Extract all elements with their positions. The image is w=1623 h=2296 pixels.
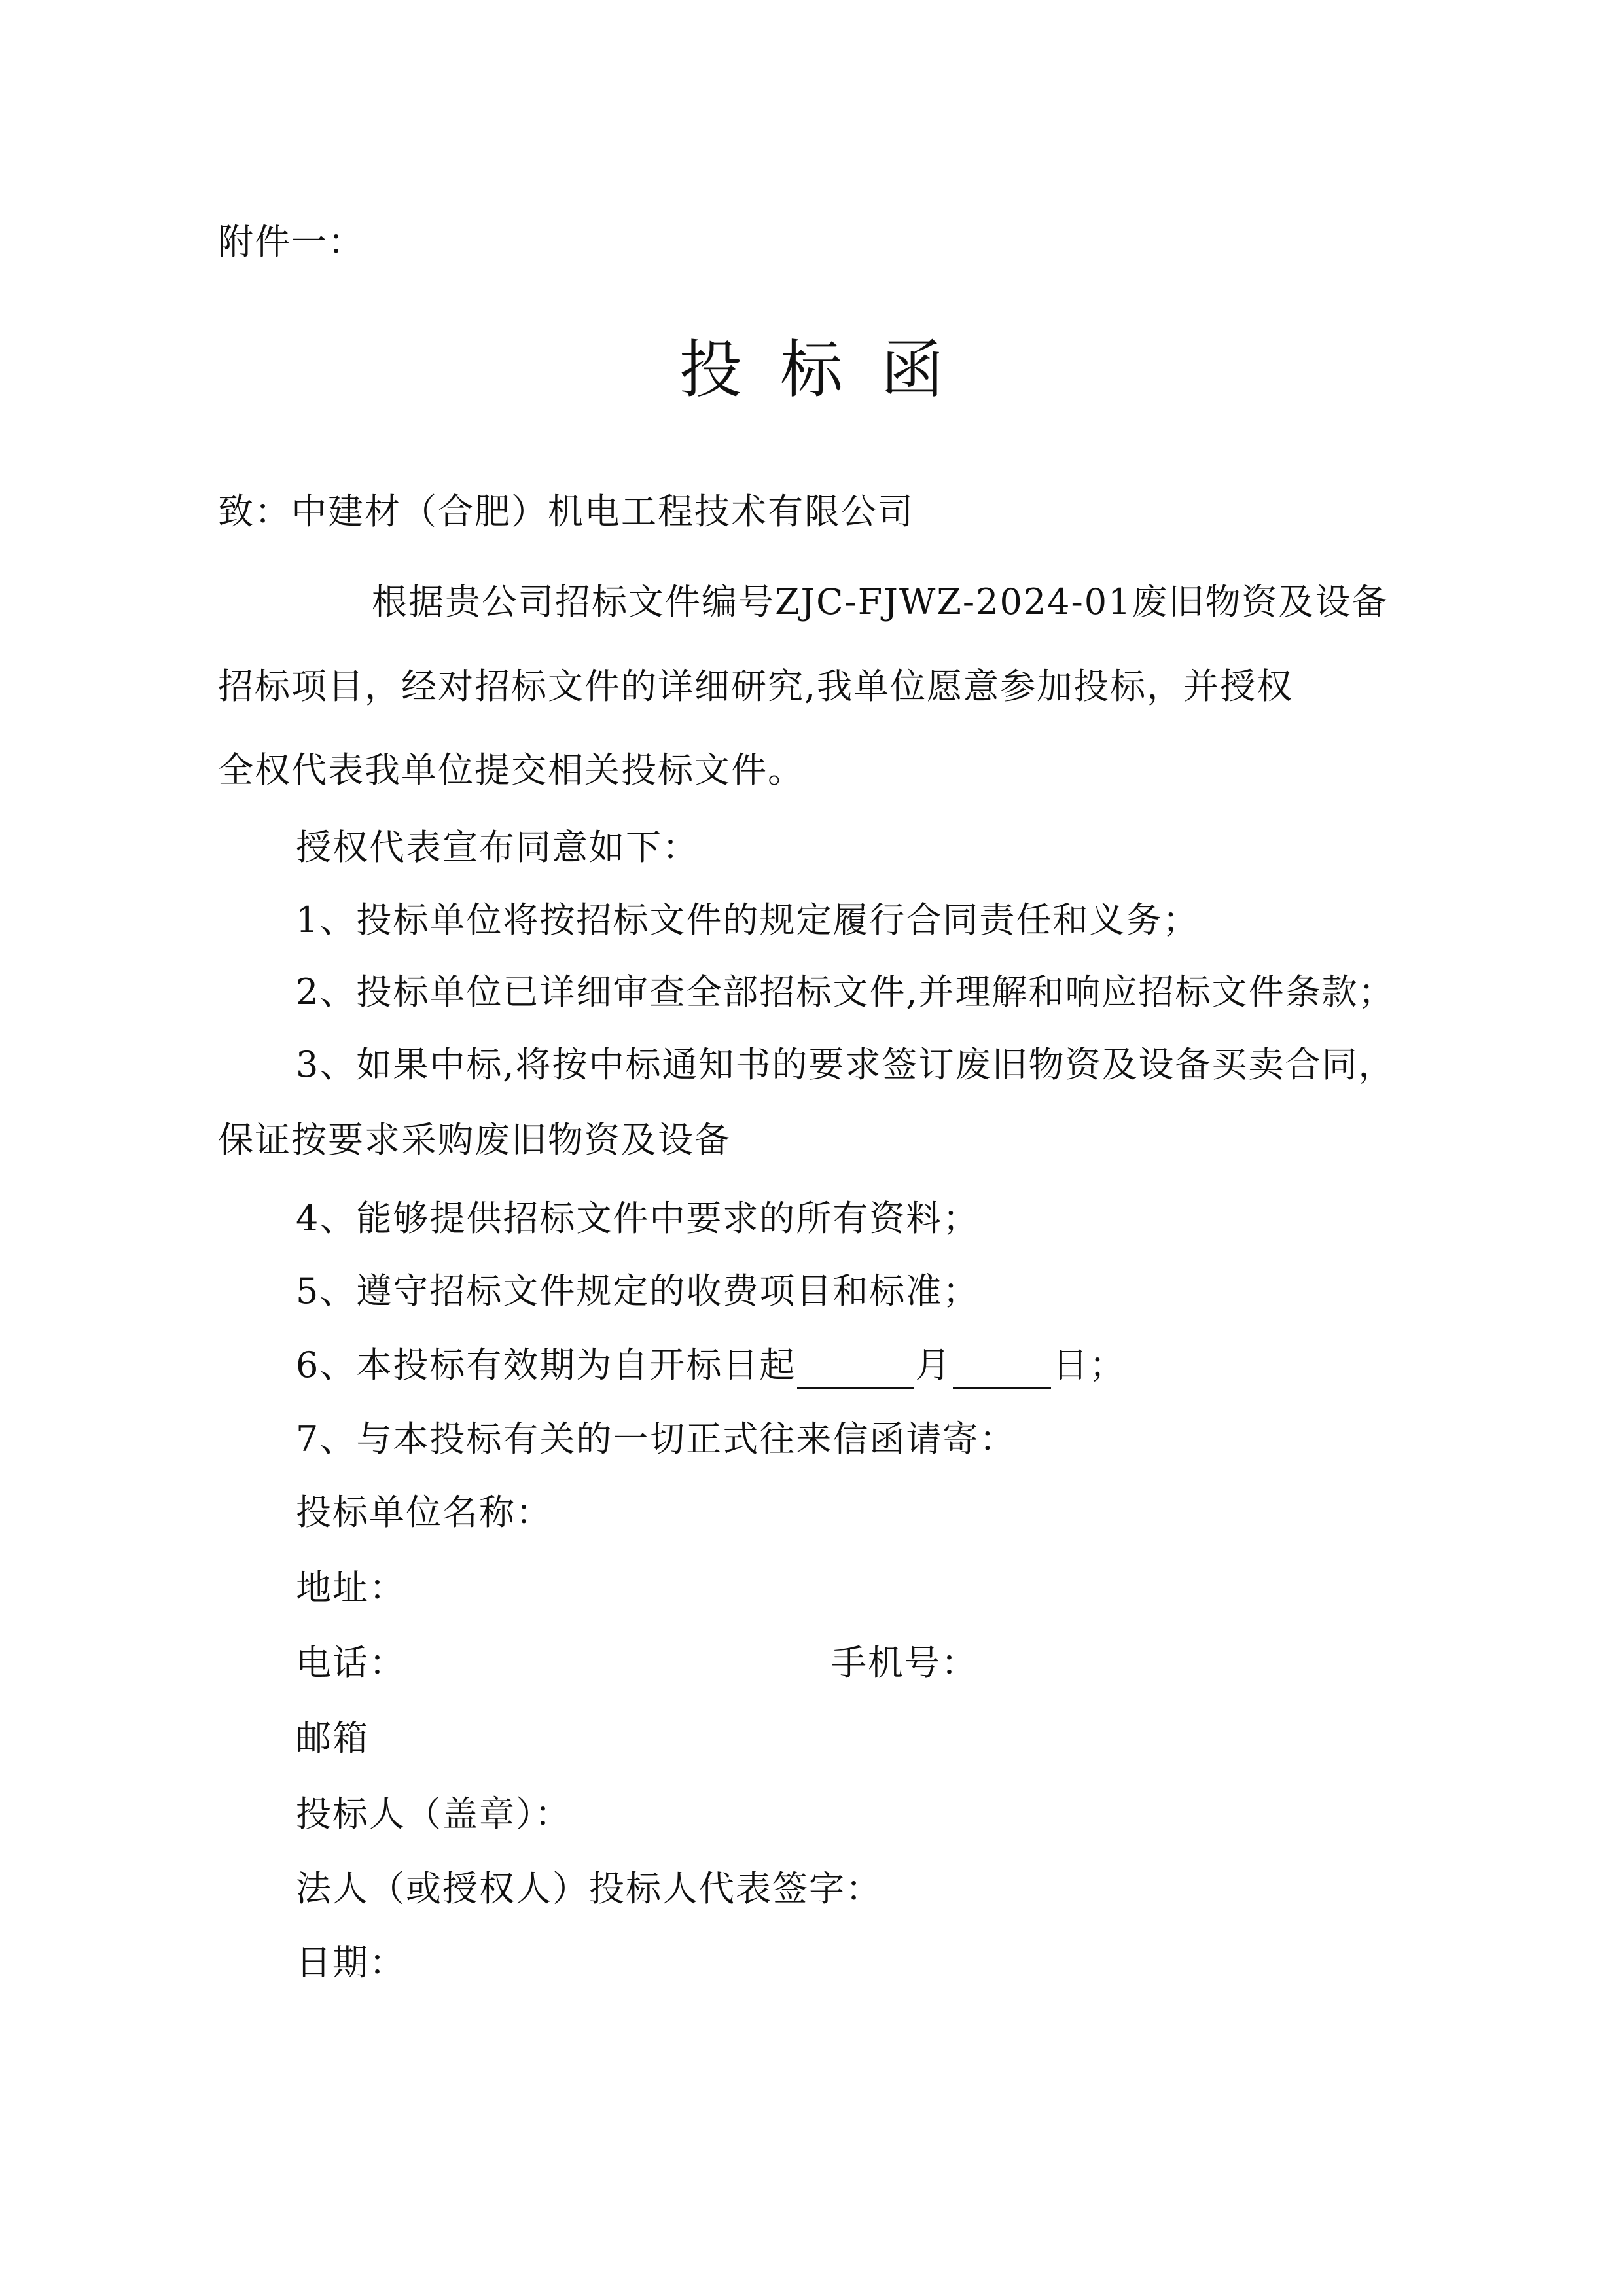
seal-label: 投标人（盖章）： bbox=[296, 1793, 571, 1835]
clause-6 bbox=[296, 1342, 1126, 1389]
intro-line-1: 根据贵公司招标文件编号ZJC-FJWZ-2024-01废旧物资及设备 bbox=[372, 581, 1389, 622]
bidder-name-label: 投标单位名称： bbox=[296, 1492, 552, 1533]
mobile-label: 手机号： bbox=[831, 1642, 978, 1683]
document-title: 投标函 bbox=[679, 333, 982, 406]
month-blank[interactable] bbox=[797, 1350, 914, 1389]
email-label: 邮箱 bbox=[296, 1717, 369, 1759]
day-label: 日； bbox=[1052, 1344, 1126, 1386]
clause-3-line-1: 3、如果中标,将按中标通知书的要求签订废旧物资及设备买卖合同， bbox=[296, 1044, 1395, 1085]
clause-2: 2、投标单位已详细审查全部招标文件,并理解和响应招标文件条款； bbox=[296, 971, 1395, 1013]
clause-7: 7、与本投标有关的一切正式往来信函请寄： bbox=[296, 1418, 1016, 1460]
clause-6-prefix: 6、本投标有效期为自开标日起 bbox=[296, 1344, 796, 1386]
intro-line-3: 全权代表我单位提交相关投标文件。 bbox=[218, 749, 804, 791]
clause-3-line-2: 保证按要求采购废旧物资及设备 bbox=[218, 1119, 731, 1160]
clause-4: 4、能够提供招标文件中要求的所有资料； bbox=[296, 1198, 980, 1239]
signature-label: 法人（或授权人）投标人代表签字： bbox=[296, 1868, 882, 1909]
declaration-line: 授权代表宣布同意如下： bbox=[296, 827, 699, 868]
month-label: 月 bbox=[915, 1344, 952, 1386]
clause-5: 5、遵守招标文件规定的收费项目和标准； bbox=[296, 1270, 980, 1312]
clause-1: 1、投标单位将按招标文件的规定履行合同责任和义务； bbox=[296, 899, 1200, 941]
attachment-label: 附件一： bbox=[218, 221, 365, 262]
day-blank[interactable] bbox=[953, 1350, 1051, 1389]
intro-line-2: 招标项目，经对招标文件的详细研究,我单位愿意参加投标，并授权 bbox=[218, 666, 1294, 707]
address-label: 地址： bbox=[296, 1567, 406, 1608]
date-label: 日期： bbox=[296, 1942, 406, 1983]
recipient-line: 致：中建材（合肥）机电工程技术有限公司 bbox=[218, 491, 914, 532]
phone-label: 电话： bbox=[296, 1642, 406, 1683]
